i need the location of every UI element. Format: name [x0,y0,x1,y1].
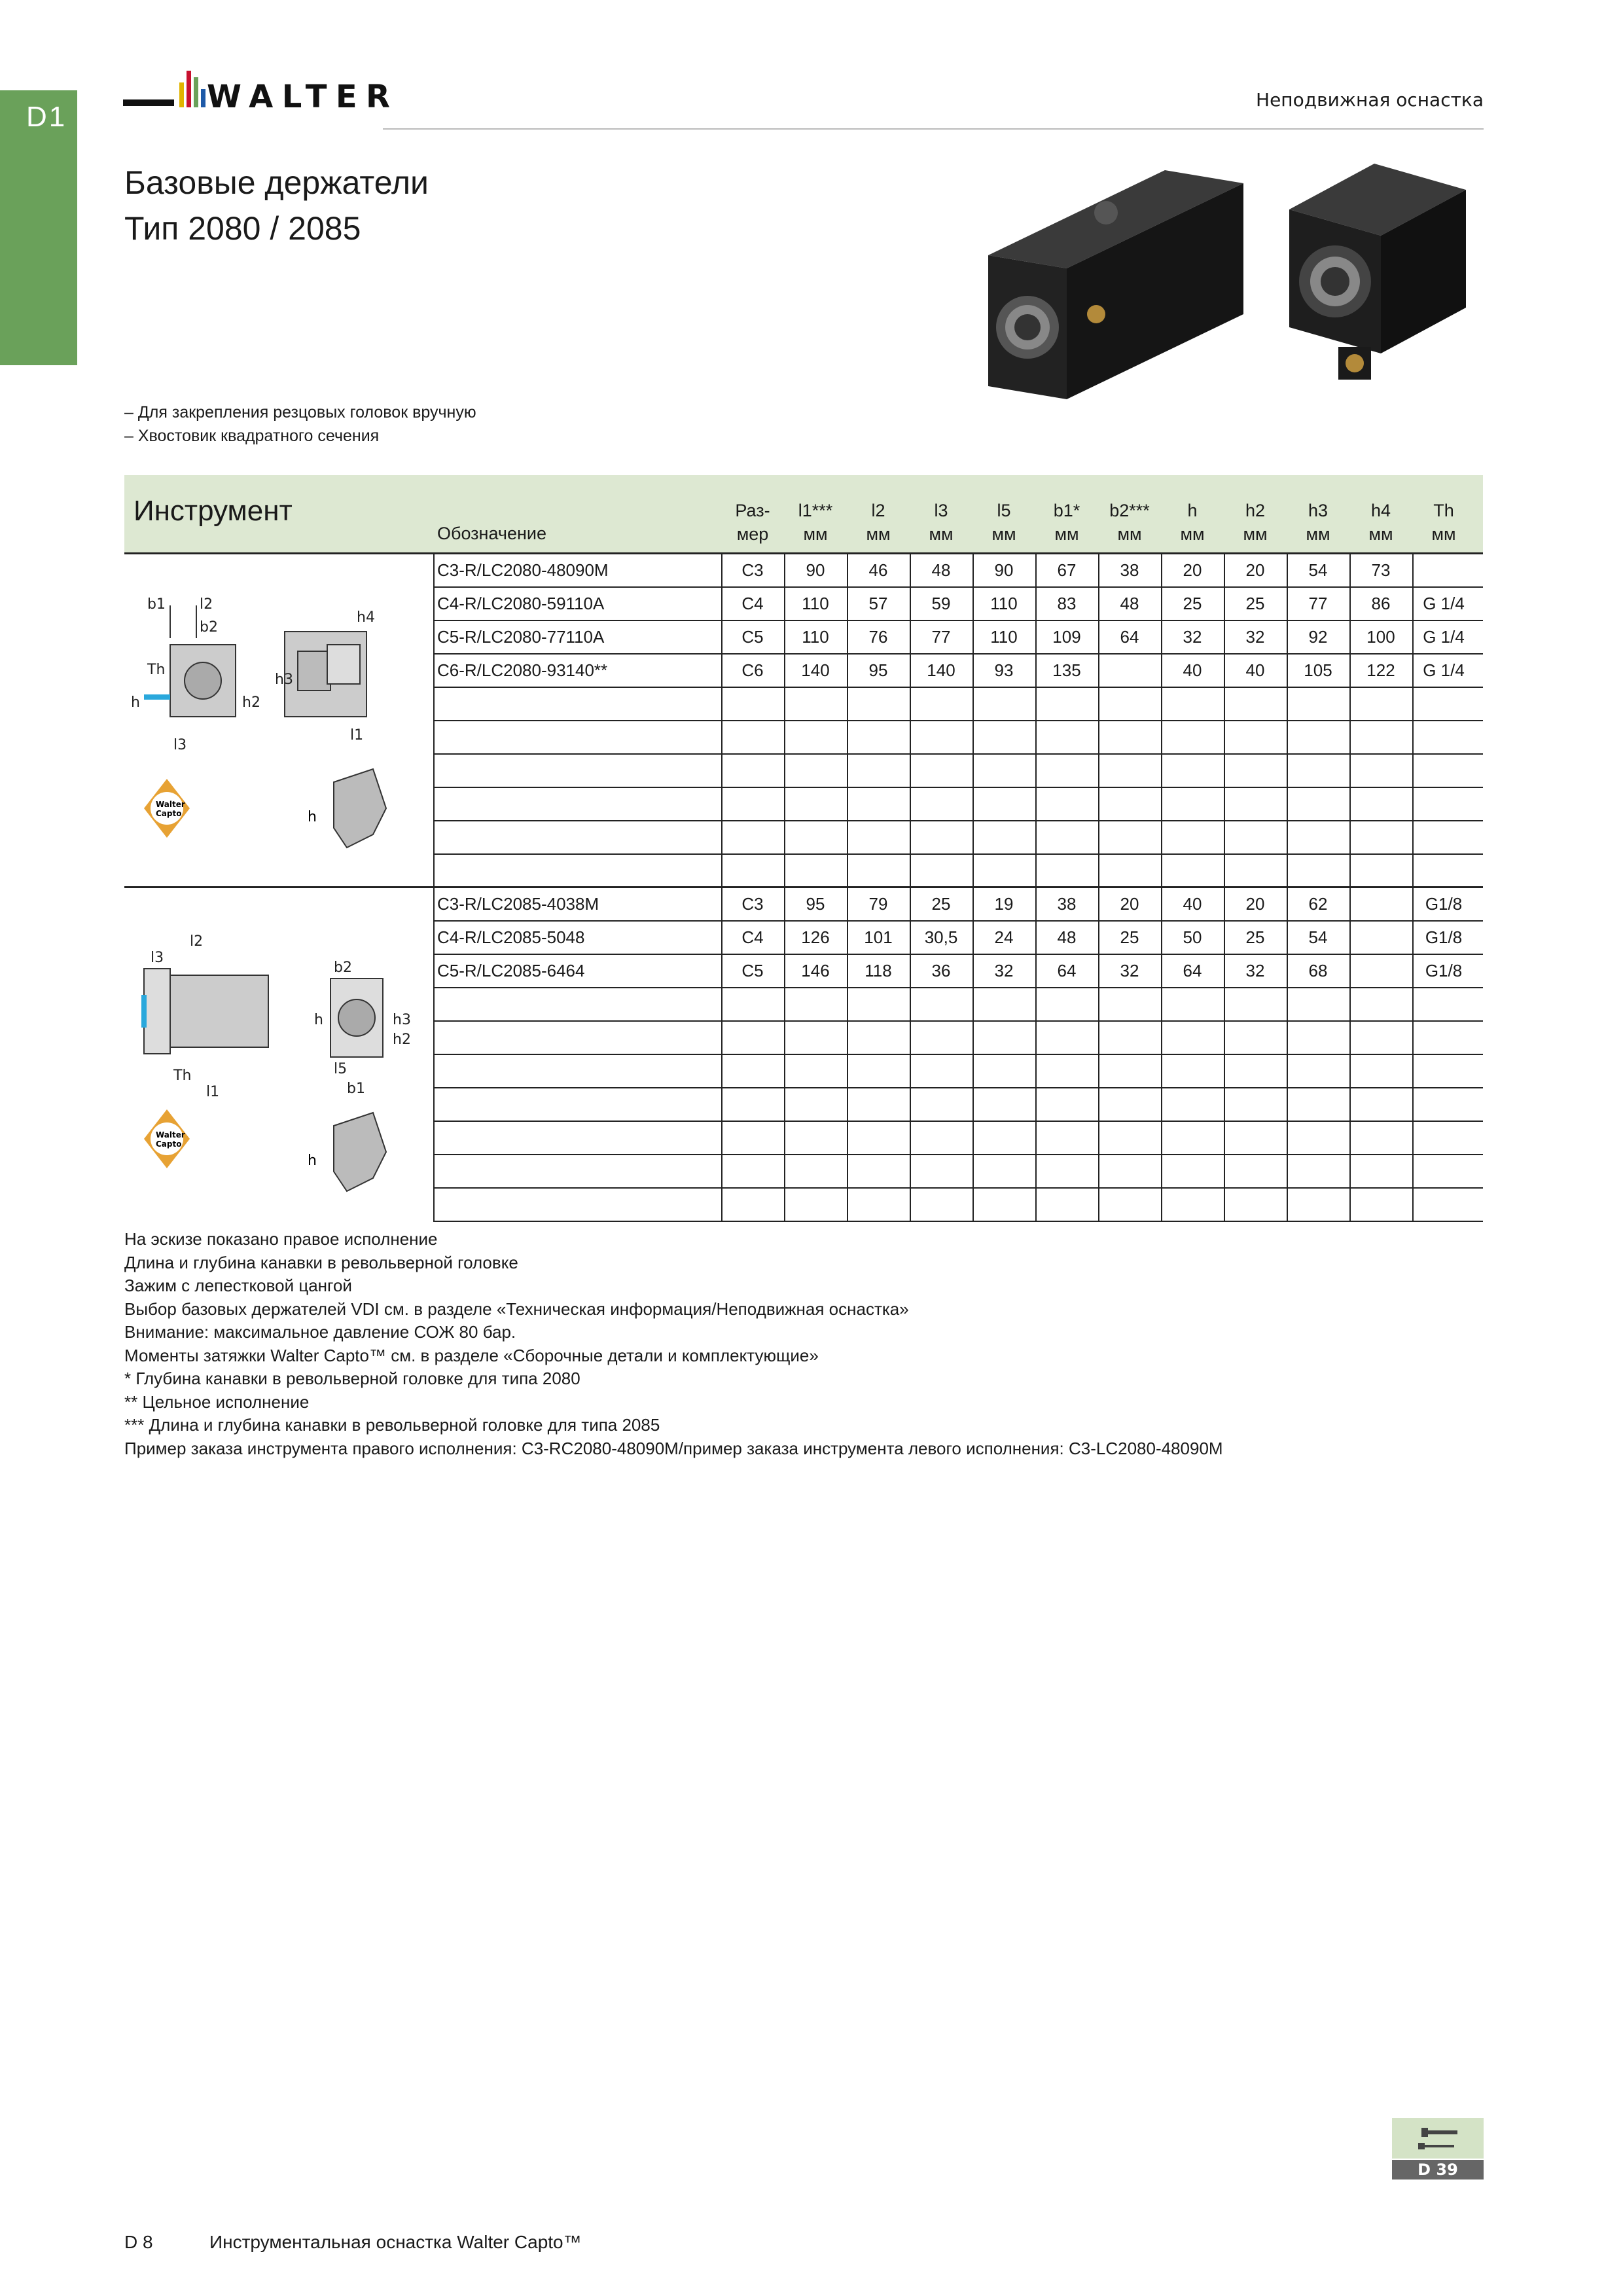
label-h-groove: h [308,1153,317,1169]
label-l5: l5 [334,1061,348,1077]
footer-title: Инструментальная оснастка Walter Capto™ [209,2232,582,2252]
table-row [433,954,1483,988]
label-b1: b1 [147,596,166,613]
value-cell [1098,654,1161,687]
capto-badge-word1: Walter [156,1130,185,1139]
column-header [1287,499,1349,546]
value-cell: 76 [868,627,888,647]
note-line: * Глубина канавки в револьверной головке для типа 2080 [124,1369,580,1388]
value-cell: C4 [741,927,764,947]
designation-cell: C4-R/LC2080-59110A [437,594,605,613]
header-category: Неподвижная оснастка [1256,89,1484,111]
note-line: Длина и глубина канавки в револьверной головке [124,1252,518,1272]
column-divider [1098,888,1099,1221]
value-cell: 135 [1052,660,1081,680]
value-cell: 118 [865,961,892,980]
table-row-empty [433,1188,1483,1222]
label-b2: b2 [200,619,218,636]
value-cell: 59 [931,594,951,613]
column-header-top: l1*** [798,501,833,520]
value-cell: 54 [1308,560,1328,580]
walter-logo [123,59,398,131]
value-cell: 73 [1371,560,1391,580]
column-divider [784,554,785,888]
value-cell: 67 [1057,560,1077,580]
label-l3: l3 [151,950,164,966]
column-header [1224,499,1287,546]
column-header [721,499,784,546]
designation-cell: C5-R/LC2085-6464 [437,961,585,980]
product-photo-2085 [1276,157,1486,393]
column-header-unit: мм [866,524,891,544]
column-divider [847,554,848,888]
value-cell: 110 [990,594,1018,613]
value-cell: 20 [1245,560,1265,580]
designation-cell: C5-R/LC2080-77110A [437,627,605,647]
value-cell: 32 [1245,627,1265,647]
column-divider [1224,888,1225,1221]
value-cell: 86 [1371,594,1391,613]
column-header-top: b2*** [1109,501,1150,520]
value-cell: G 1/4 [1423,660,1465,680]
value-cell: 110 [802,594,829,613]
column-header-top: h [1187,501,1198,520]
section-tab [0,90,77,365]
column-divider [433,554,435,888]
value-cell: 20 [1183,560,1202,580]
designation-cell: C3-R/LC2080-48090M [437,560,609,580]
value-cell: 140 [801,660,830,680]
label-h4: h4 [357,609,375,626]
value-cell: G 1/4 [1423,627,1465,647]
table-row [433,654,1483,688]
value-cell: 77 [931,627,951,647]
value-cell [1349,921,1412,954]
value-cell: 32 [1120,961,1139,980]
column-header [847,499,910,546]
value-cell: 57 [868,594,888,613]
column-header-unit: мм [1054,524,1079,544]
label-h2: h2 [242,694,260,711]
label-h: h [314,1012,323,1028]
column-header-unit: мм [1306,524,1330,544]
table-row [433,620,1483,655]
label-b1: b1 [347,1081,365,1097]
value-cell: 90 [994,560,1014,580]
capto-badge-word2: Capto [156,809,182,818]
label-b2: b2 [334,960,352,976]
label-th: Th [173,1067,192,1084]
value-cell: 90 [806,560,825,580]
table-row-empty [433,754,1483,788]
dimension-drawing-2085 [124,929,432,1211]
column-divider [1349,888,1351,1221]
turret-groove-icon [334,769,386,848]
value-cell: 126 [801,927,830,947]
value-cell: 109 [1052,627,1081,647]
column-header-unit: мм [803,524,828,544]
value-cell: 79 [868,894,888,914]
value-cell: 62 [1308,894,1328,914]
note-line: Моменты затяжки Walter Capto™ см. в разделе «Сборочные детали и комплектующие» [124,1345,819,1365]
value-cell: 54 [1308,927,1328,947]
section-tab-label: D1 [26,101,67,133]
column-divider [1224,554,1225,888]
value-cell: C6 [741,660,764,680]
column-header-unit: мм [991,524,1016,544]
value-cell: 83 [1057,594,1077,613]
value-cell: 32 [1245,961,1265,980]
value-cell: 105 [1304,660,1332,680]
note-line: Зажим с лепестковой цангой [124,1276,352,1295]
product-photo-2080 [975,157,1263,412]
table-row [433,587,1483,621]
column-header [1349,499,1412,546]
column-header-top: h4 [1370,501,1391,520]
column-header-top: l2 [871,501,885,520]
column-header-unit: мм [1431,524,1456,544]
note-line: Внимание: максимальное давление СОЖ 80 бар. [124,1322,516,1342]
column-divider [721,888,722,1221]
value-cell: 32 [994,961,1014,980]
table-row-empty [433,787,1483,821]
designation-cell: C4-R/LC2085-5048 [437,927,585,947]
value-cell: C3 [741,894,764,914]
column-divider [1349,554,1351,888]
column-header-unit: мм [1180,524,1205,544]
value-cell: 20 [1120,894,1139,914]
column-header-unit: мм [1117,524,1142,544]
column-header [1035,499,1098,546]
column-header-unit: мм [1243,524,1268,544]
table-row-empty [433,854,1483,888]
value-cell: 25 [1245,594,1265,613]
value-cell: 25 [1245,927,1265,947]
column-header-unit: мер [736,524,769,544]
value-cell: G 1/4 [1423,594,1465,613]
column-divider [784,888,785,1221]
column-divider [1412,888,1414,1221]
column-divider [1098,554,1099,888]
value-cell: 36 [931,961,951,980]
label-l1: l1 [350,727,364,744]
value-cell: 48 [931,560,951,580]
designation-header: Обозначение [437,524,546,543]
column-divider [1161,888,1162,1221]
capto-badge-word1: Walter [156,800,185,809]
value-cell: 46 [868,560,888,580]
column-divider [1287,554,1288,888]
column-header [1412,499,1475,546]
value-cell [1349,888,1412,920]
label-h: h [131,694,140,711]
label-h3: h3 [393,1012,411,1028]
designation-cell: C3-R/LC2085-4038M [437,894,599,914]
value-cell: 140 [927,660,955,680]
table-row-empty [433,1054,1483,1088]
designation-cell: C6-R/LC2080-93140** [437,660,608,680]
table-row-empty [433,721,1483,755]
label-l3: l3 [173,737,187,753]
value-cell: 77 [1308,594,1328,613]
value-cell: C5 [741,627,764,647]
note-line: ** Цельное исполнение [124,1391,310,1412]
value-cell: 95 [806,894,825,914]
column-divider [1287,888,1288,1221]
column-header-unit: мм [929,524,954,544]
column-header [784,499,847,546]
table-row-empty [433,1021,1483,1055]
table-row-empty [433,1088,1483,1122]
label-h3: h3 [275,672,293,688]
value-cell: 25 [1120,927,1139,947]
column-divider [910,888,911,1221]
label-l2: l2 [200,596,213,613]
column-header-top: b1* [1053,501,1080,520]
column-header [910,499,972,546]
page-title-line1: Базовые держатели [124,164,429,201]
value-cell [1412,554,1475,586]
value-cell: 50 [1183,927,1202,947]
notes-block [124,1228,1223,1460]
column-header-unit: мм [1368,524,1393,544]
note-line: *** Длина и глубина канавки в револьверной головке для типа 2085 [124,1415,660,1435]
column-header-top: Раз- [735,501,770,520]
value-cell: G1/8 [1425,927,1463,947]
value-cell: 30,5 [924,927,958,947]
value-cell: 101 [864,927,893,947]
value-cell: 110 [802,627,829,647]
value-cell: G1/8 [1425,894,1463,914]
note-line: Выбор базовых держателей VDI см. в разделе «Техническая информация/Неподвижная оснастка» [124,1299,909,1319]
page-ref-link[interactable] [1392,2118,1484,2159]
column-header-top: Th [1433,501,1454,520]
table-row-empty [433,988,1483,1022]
value-cell [1349,954,1412,987]
value-cell: 68 [1308,961,1328,980]
table-title: Инструмент [134,495,293,527]
value-cell: 122 [1366,660,1395,680]
table-row [433,554,1483,588]
value-cell: 92 [1308,627,1328,647]
column-divider [910,554,911,888]
column-divider [972,554,974,888]
feature-bullet: – Для закрепления резцовых головок вручную [124,403,476,422]
value-cell: 24 [994,927,1014,947]
table-row [433,921,1483,955]
column-header [1161,499,1224,546]
page-title-line2: Тип 2080 / 2085 [124,210,361,247]
column-header-top: l5 [997,501,1011,520]
value-cell: 64 [1120,627,1139,647]
value-cell: 25 [931,894,951,914]
table-row [433,888,1483,922]
column-divider [433,888,435,1221]
table-row-empty [433,1121,1483,1155]
column-divider [721,554,722,888]
value-cell: 38 [1057,894,1077,914]
column-divider [847,888,848,1221]
column-divider [1035,554,1037,888]
value-cell: 40 [1245,660,1265,680]
value-cell: 100 [1366,627,1395,647]
table-row-empty [433,1155,1483,1189]
screw-icon [1392,2118,1484,2159]
capto-badge-word2: Capto [156,1139,182,1149]
label-th: Th [147,662,166,678]
label-h-groove: h [308,809,317,825]
value-cell: C3 [741,560,764,580]
column-header-top: h2 [1245,501,1266,520]
value-cell: 38 [1120,560,1139,580]
value-cell: C5 [741,961,764,980]
label-h2: h2 [393,1031,411,1048]
table-row-empty [433,821,1483,855]
column-header-top: l3 [934,501,948,520]
value-cell: 95 [868,660,888,680]
brand-text: WALTER [207,79,394,115]
value-cell: 40 [1183,894,1202,914]
column-divider [1412,554,1414,888]
label-l1: l1 [206,1084,220,1100]
column-divider [1035,888,1037,1221]
value-cell: 25 [1183,594,1202,613]
column-header [972,499,1035,546]
feature-bullet: – Хвостовик квадратного сечения [124,427,380,445]
turret-groove-icon [334,1113,386,1191]
dimension-drawing-2080 [124,592,432,874]
value-cell: 64 [1183,961,1202,980]
footer-page-number: D 8 [124,2232,153,2252]
label-l2: l2 [190,933,204,950]
value-cell: 48 [1057,927,1077,947]
value-cell: 20 [1245,894,1265,914]
column-divider [972,888,974,1221]
value-cell: 40 [1183,660,1202,680]
value-cell: C4 [741,594,764,613]
value-cell: 32 [1183,627,1202,647]
value-cell: G1/8 [1425,961,1463,980]
value-cell: 64 [1057,961,1077,980]
value-cell: 93 [994,660,1014,680]
value-cell: 146 [801,961,830,980]
column-header [1098,499,1161,546]
value-cell: 48 [1120,594,1139,613]
value-cell: 110 [990,627,1018,647]
header-rule [383,128,1484,130]
column-header-top: h3 [1308,501,1329,520]
table-row-empty [433,687,1483,721]
note-line: На эскизе показано правое исполнение [124,1229,438,1249]
page-ref-label[interactable]: D 39 [1392,2160,1484,2179]
column-divider [1161,554,1162,888]
note-line: Пример заказа инструмента правого исполнения: C3-RC2080-48090M/пример заказа инструмента левого исполнения: C3-LC2080-48090M [124,1438,1223,1458]
value-cell: 19 [994,894,1014,914]
